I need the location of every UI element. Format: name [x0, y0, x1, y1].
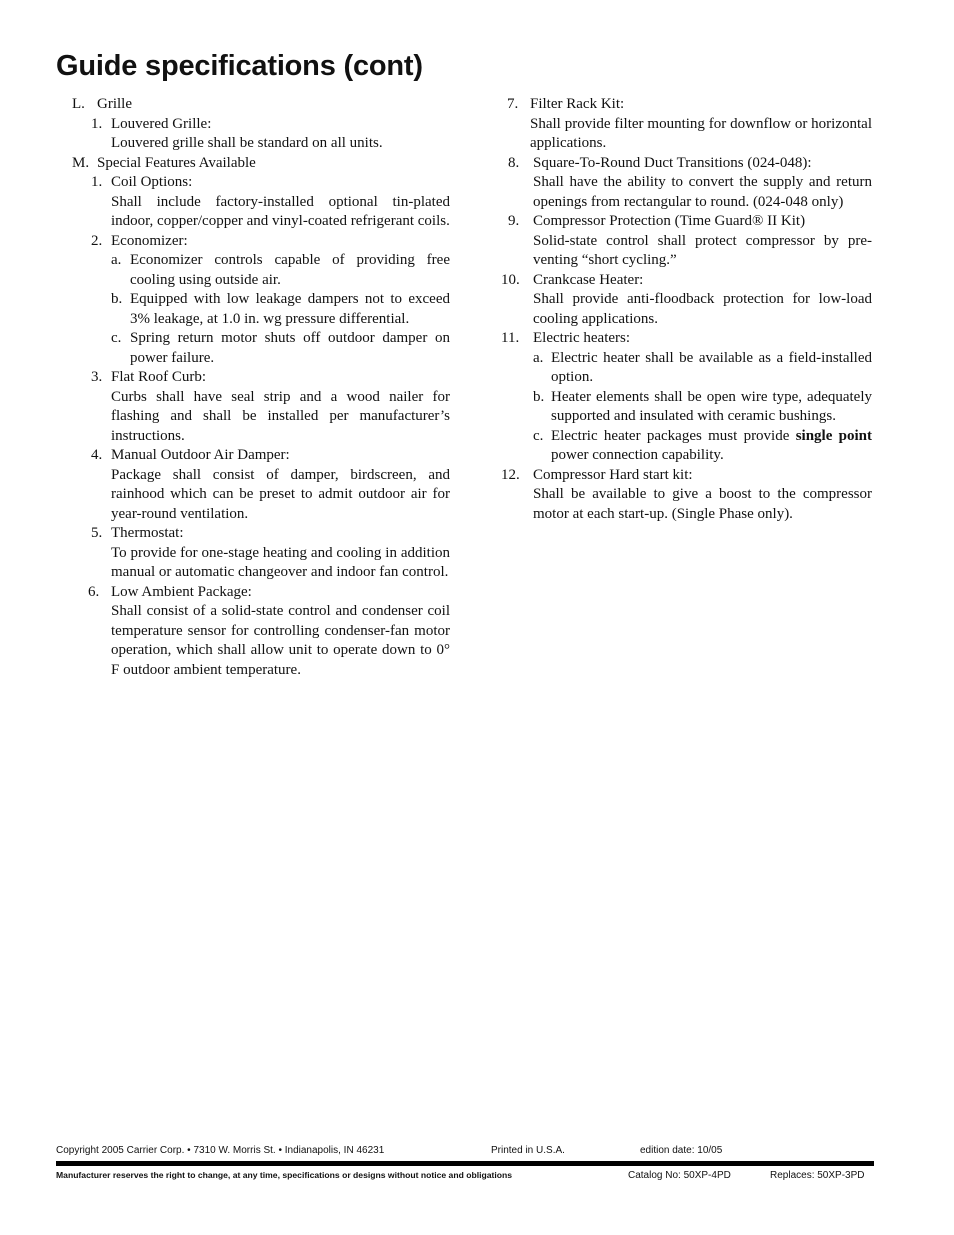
item-number: 10.	[501, 271, 520, 288]
sub-item-text: Heater elements shall be open wire type, adequately supported and insulated with ceramic bushings.	[551, 388, 872, 424]
item-8	[496, 154, 872, 213]
item-l1-title: Louvered Grille:	[111, 115, 212, 132]
footer-notice: Manufacturer reserves the right to change, at any time, specifications or designs without notice and obligations	[56, 1170, 513, 1180]
item-m6	[56, 583, 450, 681]
sub-item-text: Equipped with low leakage dampers not to exceed 3% leakage, at 1.0 in. wg pressure differential.	[130, 291, 450, 327]
item-title: Manual Outdoor Air Damper:	[111, 447, 290, 463]
sub-item-letter: a.	[111, 252, 122, 268]
sub-item-letter: c.	[533, 427, 544, 444]
item-10	[496, 271, 872, 330]
sub-item-text: Electric heater shall be available as a field-installed option.	[551, 349, 872, 385]
sub-item-b	[111, 290, 450, 329]
item-title: Electric heaters:	[533, 330, 631, 346]
item-9	[496, 212, 872, 271]
item-number: 1.	[91, 174, 103, 190]
item-title: Flat Roof Curb:	[111, 369, 207, 385]
sub-item-text: Spring return motor shuts off outdoor damper on power failure.	[130, 330, 450, 366]
footer-copyright: Copyright 2005 Carrier Corp. • 7310 W. Morris St. • Indianapolis, IN 46231	[56, 1145, 385, 1156]
item-7	[496, 95, 872, 154]
sub-item-text: Electric heater packages must provide	[551, 427, 790, 444]
footer-divider	[56, 1161, 874, 1166]
section-l-number: L.	[72, 96, 85, 112]
item-title: Crankcase Heater:	[533, 271, 644, 288]
item-text: Shall provide anti-floodback protection for low-load cooling applications.	[533, 291, 872, 327]
item-text: To provide for one-stage heating and cooling in addition manual or automatic changeover and indoor fan control.	[111, 544, 450, 580]
sub-item-a	[533, 349, 872, 388]
item-text: Solid-state control shall protect compressor by preventing “short cycling.”	[533, 232, 872, 268]
sub-item-text: Economizer controls capable of providing free cooling using outside air.	[130, 252, 450, 288]
item-text: Curbs shall have seal strip and a wood nailer for flashing and shall be installed per manufacturer’s instructions.	[111, 388, 450, 444]
item-11	[496, 329, 872, 466]
item-m5	[56, 524, 450, 583]
item-text: Shall provide filter mounting for downflow or horizontal applications.	[530, 115, 872, 151]
item-title: Economizer:	[111, 232, 188, 249]
item-12	[496, 466, 872, 525]
item-text: Shall consist of a solid-state control and condenser coil temperature sensor for controlling condenser-fan motor operation, which shall allow unit to operate down to 0° F outdoor ambient temperature.	[111, 603, 450, 678]
sub-item-letter: b.	[111, 291, 123, 307]
item-title: Square-To-Round Duct Transitions (024-048):	[533, 154, 812, 171]
item-number: 5.	[91, 525, 103, 541]
section-m-title: Special Features Available	[97, 154, 256, 171]
item-number: 7.	[507, 96, 519, 112]
item-m1	[56, 173, 450, 232]
item-title: Compressor Protection (Time Guard® II Kit)	[533, 213, 806, 229]
item-number: 8.	[508, 154, 520, 171]
sub-item-bold-text: single point	[795, 427, 872, 444]
item-l1	[56, 115, 450, 154]
item-text: Shall have the ability to convert the supply and return openings from rectangular to round. (024-048 only)	[533, 174, 872, 210]
footer-catalog-number: Catalog No: 50XP-4PD	[628, 1170, 731, 1181]
item-title: Compressor Hard start kit:	[533, 466, 693, 483]
section-m-number: M.	[72, 154, 90, 171]
section-l-title: Grille	[97, 96, 132, 112]
item-title: Thermostat:	[111, 525, 184, 541]
item-number: 3.	[91, 369, 103, 385]
item-number: 2.	[91, 232, 103, 249]
item-text: Shall include factory-installed optional tin-plated indoor, copper/copper and vinyl-coated refrigerant coils.	[111, 193, 450, 229]
item-text: Package shall consist of damper, birdscreen, and rainhood which can be preset to admit outdoor air for year-round ventilation.	[111, 466, 450, 522]
footer-printed: Printed in U.S.A.	[491, 1145, 565, 1156]
left-column	[56, 95, 450, 680]
item-number: 6.	[88, 583, 100, 600]
item-m3	[56, 368, 450, 446]
footer-edition-date: edition date: 10/05	[640, 1145, 723, 1156]
item-m4	[56, 446, 450, 524]
section-m	[56, 154, 450, 174]
footer-replaces: Replaces: 50XP-3PD	[770, 1170, 865, 1181]
item-number: 12.	[501, 466, 520, 483]
sub-item-c	[533, 427, 872, 466]
item-title: Filter Rack Kit:	[530, 96, 625, 112]
section-l	[56, 95, 450, 115]
sub-item-a	[111, 251, 450, 290]
right-column	[496, 95, 872, 524]
item-m2	[56, 232, 450, 369]
item-title: Low Ambient Package:	[111, 583, 252, 600]
sub-item-letter: b.	[533, 388, 545, 405]
sub-item-text-after: power connection capability.	[551, 447, 724, 463]
sub-item-letter: c.	[111, 330, 122, 346]
item-text: Shall be available to give a boost to the compressor motor at each start-up. (Single Phase only).	[533, 486, 872, 522]
item-number: 9.	[508, 213, 520, 229]
item-number: 4.	[91, 447, 103, 463]
item-number: 11.	[501, 330, 520, 346]
item-l1-text: Louvered grille shall be standard on all units.	[111, 135, 383, 151]
sub-item-b	[533, 388, 872, 427]
item-title: Coil Options:	[111, 174, 193, 190]
item-l1-number: 1.	[91, 115, 103, 132]
page-title: Guide specifications (cont)	[56, 50, 423, 82]
sub-item-letter: a.	[533, 349, 544, 366]
sub-item-c	[111, 329, 450, 368]
